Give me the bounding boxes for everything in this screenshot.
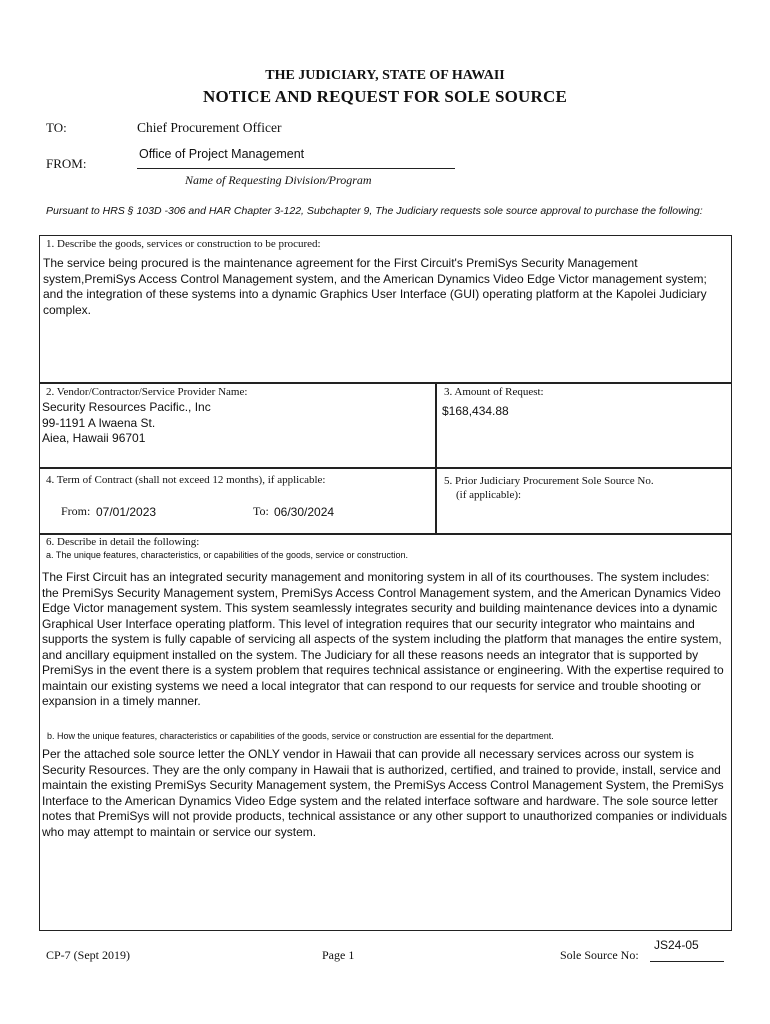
section-5-title-line2: (if applicable): (456, 489, 522, 501)
from-field[interactable]: Office of Project Management (139, 147, 305, 161)
page-number: Page 1 (322, 948, 355, 962)
section-6a-field[interactable]: The First Circuit has an integrated security management and monitoring system in all of its courthouses. The system includes: the PremiSys Security Management system, PremiSys Access Control Management system, and the American Dynamics Video Edge Victor management system. This system seamlessly integrates security and building maintenance devices into a dynamic Graphical User Interface operating platform. This level of integration requires that our security integrator who maintains and supports the system is fully capable of servicing all aspects of the system including the platform that manages the entire system, and ancillary equipment installed on the system. The Judiciary for all these reasons needs an integrator that is supported by PremiSys in the event there is a system problem that requires technical assistance or engineering. With the expertise required to maintain our existing systems we need a local integrator that can respond to our requests for service and trouble shooting or expansion in a timely manner. (42, 570, 724, 708)
section-6a-prompt: a. The unique features, characteristics, or capabilities of the goods, service or construction. (46, 550, 409, 560)
sole-source-label: Sole Source No: (560, 948, 639, 962)
section-2-box (39, 382, 437, 469)
pursuant-statement: Pursuant to HRS § 103D -306 and HAR Chapter 3-122, Subchapter 9, The Judiciary requests sole source approval to purchase the following: (46, 205, 703, 217)
term-to-label: To: (253, 504, 269, 518)
to-label: TO: (46, 120, 67, 135)
from-label: FROM: (46, 156, 87, 171)
section-6-title: 6. Describe in detail the following: (46, 536, 200, 548)
term-from-field[interactable]: 07/01/2023 (96, 505, 157, 519)
section-1-field[interactable]: The service being procured is the maintenance agreement for the First Circuit's PremiSys Security Management system,PremiSys Access Control Management system, and the American Dynamics Video Edge Victor management system; and the integration of these systems into a dynamic Graphics User Interface (GUI) operating platform at the Kapolei Judiciary complex. (43, 256, 707, 317)
section-1-box (39, 235, 732, 384)
sole-source-field[interactable]: JS24-05 (654, 938, 699, 952)
term-from-label: From: (61, 504, 91, 518)
document-header-agency: THE JUDICIARY, STATE OF HAWAII (265, 68, 505, 83)
section-6b-prompt: b. How the unique features, characteristics or capabilities of the goods, service or construction are essential for the department. (47, 731, 554, 741)
section-5-title (444, 474, 654, 502)
to-value: Chief Procurement Officer (137, 120, 282, 135)
section-6b-field[interactable]: Per the attached sole source letter the ONLY vendor in Hawaii that can provide all necessary services across our system is Security Resources. They are the only company in Hawaii that is authorized, certified, and trained to provide, install, service and maintain the existing PremiSys Security Management system, the PremiSys Access Control Management System, the PremiSys Interface to the American Dynamics Video Edge system and the related interface software and hardware. The sole source letter notes that PremiSys will not provide products, technical assistance or any other support to unauthorized companies or individuals who may attempt to maintain or service our system. (42, 747, 728, 839)
amount-field[interactable]: $168,434.88 (442, 404, 509, 418)
section-6-box (39, 533, 732, 931)
section-3-box (435, 382, 732, 469)
vendor-street: 99-1191 A Iwaena St. (42, 415, 156, 430)
from-underline (137, 168, 455, 169)
vendor-name: Security Resources Pacific., Inc (42, 400, 211, 414)
section-5-box (435, 467, 732, 535)
section-3-title: 3. Amount of Request: (444, 386, 544, 398)
from-caption: Name of Requesting Division/Program (185, 173, 372, 187)
section-2-title: 2. Vendor/Contractor/Service Provider Name: (46, 386, 248, 398)
section-1-title: 1. Describe the goods, services or construction to be procured: (46, 238, 321, 250)
vendor-city: Aiea, Hawaii 96701 (42, 431, 146, 445)
section-5-title-line1: 5. Prior Judiciary Procurement Sole Source No. (444, 475, 654, 487)
document-title: NOTICE AND REQUEST FOR SOLE SOURCE (202, 87, 568, 106)
term-to-field[interactable]: 06/30/2024 (274, 505, 335, 519)
vendor-field[interactable] (42, 400, 422, 447)
sole-source-underline (650, 961, 724, 962)
form-id: CP-7 (Sept 2019) (46, 948, 130, 962)
section-4-box (39, 467, 437, 535)
section-4-title: 4. Term of Contract (shall not exceed 12 months), if applicable: (46, 474, 326, 486)
